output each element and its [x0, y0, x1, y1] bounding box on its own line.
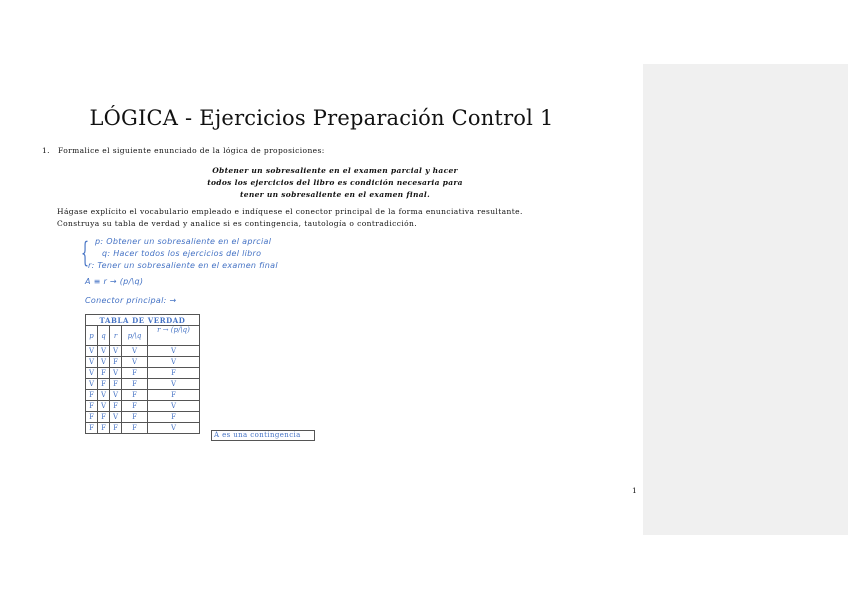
- page-title: LÓGICA - Ejercicios Preparación Control 1: [89, 106, 554, 131]
- table-cell: V: [110, 368, 122, 379]
- table-cell: F: [122, 368, 148, 379]
- table-cell: V: [86, 379, 98, 390]
- table-cell: V: [110, 412, 122, 423]
- table-row: [86, 379, 200, 390]
- column-header: p: [86, 326, 98, 346]
- table-cell: V: [98, 346, 110, 357]
- table-cell: V: [122, 346, 148, 357]
- table-cell: F: [98, 423, 110, 434]
- statement-line: todos los ejercicios del libro es condición necesaria para: [207, 178, 463, 187]
- table-cell: F: [98, 368, 110, 379]
- question-text: Formalice el siguiente enunciado de la lógica de proposiciones:: [58, 146, 325, 155]
- column-header: r → (p/\q): [148, 326, 200, 346]
- question-number: 1.: [42, 146, 50, 155]
- table-cell: F: [98, 412, 110, 423]
- truth-table: [85, 314, 200, 434]
- table-cell: F: [110, 423, 122, 434]
- instruction-line: Hágase explícito el vocabulario empleado e indíquese el conector principal de la forma enunciativa resultante.: [57, 207, 523, 216]
- table-cell: V: [148, 357, 200, 368]
- brace-icon: {: [81, 236, 90, 269]
- column-header: r: [110, 326, 122, 346]
- vocab-q: q: Hacer todos los ejercicios del libro: [102, 249, 262, 258]
- table-cell: V: [86, 346, 98, 357]
- table-cell: V: [122, 357, 148, 368]
- table-cell: F: [148, 368, 200, 379]
- table-cell: F: [86, 401, 98, 412]
- table-row: [86, 357, 200, 368]
- table-cell: V: [148, 379, 200, 390]
- table-cell: F: [86, 390, 98, 401]
- table-row: [86, 390, 200, 401]
- table-row: [86, 423, 200, 434]
- table-cell: V: [148, 423, 200, 434]
- truth-table-title: TABLA DE VERDAD: [86, 315, 200, 326]
- table-cell: V: [98, 401, 110, 412]
- table-cell: F: [110, 379, 122, 390]
- table-cell: V: [98, 357, 110, 368]
- formula: A ≡ r → (p/\q): [85, 277, 144, 286]
- table-cell: V: [86, 357, 98, 368]
- table-cell: V: [86, 368, 98, 379]
- instruction-line: Construya su tabla de verdad y analice si es contingencia, tautología o contradicción.: [57, 219, 418, 228]
- column-header: q: [98, 326, 110, 346]
- table-cell: F: [110, 357, 122, 368]
- table-row: [86, 401, 200, 412]
- question-line: [42, 146, 325, 155]
- statement-line: Obtener un sobresaliente en el examen parcial y hacer: [212, 166, 458, 175]
- table-cell: F: [86, 423, 98, 434]
- vocab-r: r: Tener un sobresaliente en el examen final: [88, 261, 278, 270]
- table-cell: F: [122, 390, 148, 401]
- table-cell: F: [122, 379, 148, 390]
- table-row: [86, 346, 200, 357]
- table-cell: F: [122, 401, 148, 412]
- conclusion-note: A es una contingencia: [211, 430, 315, 441]
- table-cell: F: [98, 379, 110, 390]
- comments-pane: [643, 64, 848, 535]
- statement: [0, 165, 670, 201]
- truth-table-body: [86, 346, 200, 434]
- table-cell: V: [110, 390, 122, 401]
- table-cell: F: [110, 401, 122, 412]
- main-connector: Conector principal: →: [85, 296, 177, 305]
- table-row: [86, 368, 200, 379]
- table-cell: F: [148, 412, 200, 423]
- table-cell: F: [122, 412, 148, 423]
- table-cell: F: [148, 390, 200, 401]
- table-cell: F: [86, 412, 98, 423]
- table-cell: V: [98, 390, 110, 401]
- column-header: p/\q: [122, 326, 148, 346]
- statement-line: tener un sobresaliente en el examen final.: [240, 190, 430, 199]
- page-number: 1: [632, 486, 637, 495]
- table-row: [86, 412, 200, 423]
- table-cell: V: [148, 346, 200, 357]
- vocab-p: p: Obtener un sobresaliente en el aprcial: [95, 237, 272, 246]
- table-cell: F: [122, 423, 148, 434]
- table-cell: V: [148, 401, 200, 412]
- table-cell: V: [110, 346, 122, 357]
